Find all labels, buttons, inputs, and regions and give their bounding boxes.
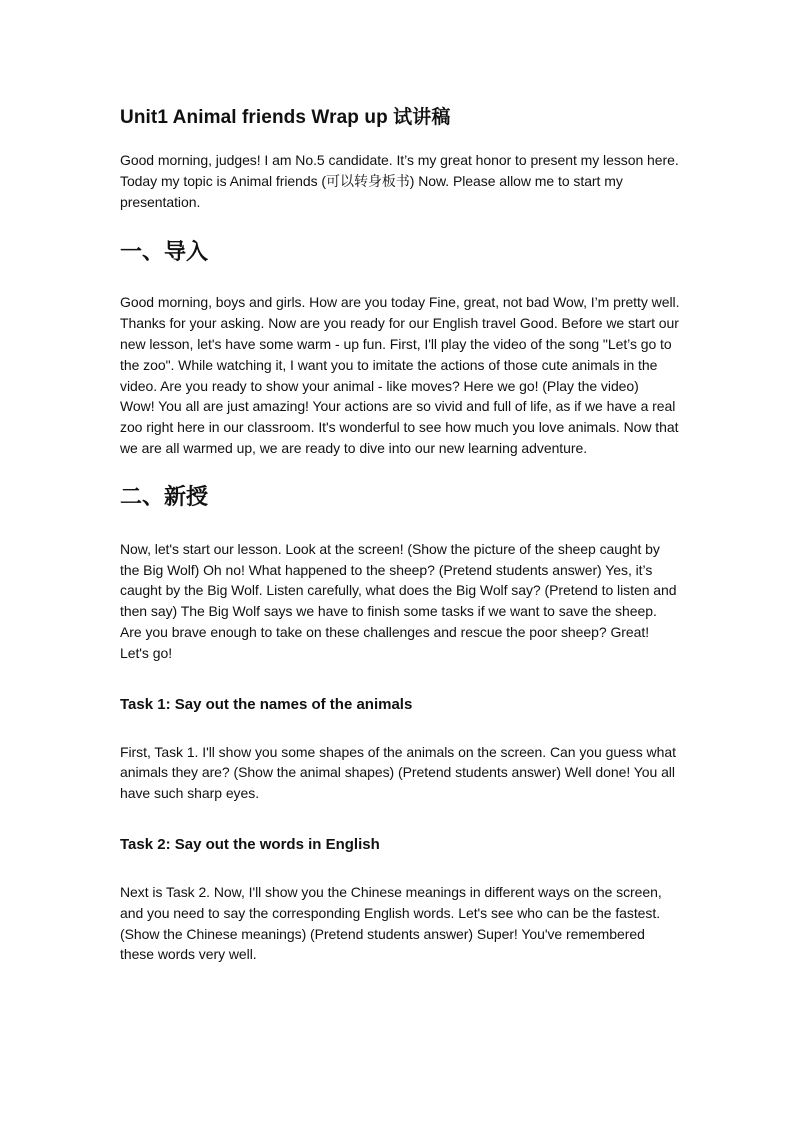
section-heading-lead-in: 一、导入 [120,240,209,266]
task-2-paragraph: Next is Task 2. Now, I'll show you the Chinese meanings in different ways on the screen, and you need to say the corresponding English words. Let's see who can be the fastest. (Show the Chinese meanings) (Pretend students answer) Super! You've remembered these words very well. [120,883,662,963]
document-page [120,104,680,965]
section-heading-new-teaching: 二、新授 [120,484,209,510]
task-2-heading: Task 2: Say out the words in English [120,835,380,853]
task-1-paragraph: First, Task 1. I'll show you some shapes of the animals on the screen. Can you guess what animals they are? (Show the animal shapes) (Pretend students answer) Well done! You all have such sharp eyes. [120,743,676,802]
lead-in-paragraph-1: Good morning, boys and girls. How are you today Fine, great, not bad Wow, I’m pretty well. Thanks for your asking. Now are you ready for our English travel Good. Before we start our new lesson, let's have some warm - up fun. First, I'll play the video of the song "Let’s go to the zoo". While watching it, I want you to imitate the actions of those cute animals in the video. Are you ready to show your animal - like moves? Here we go! (Play the video) [120,294,680,394]
task-1-heading: Task 1: Say out the names of the animals [120,695,413,713]
new-teaching-paragraph: Now, let's start our lesson. Look at the screen! (Show the picture of the sheep caught by the Big Wolf) Oh no! What happened to the sheep? (Pretend students answer) Yes, it’s caught by the Big Wolf. Listen carefully, what does the Big Wolf say? (Pretend to listen and then say) The Big Wolf says we have to finish some tasks if we want to save the sheep. Are you brave enough to take on these challenges and rescue the poor sheep? Great! Let's go! [120,540,677,661]
intro-paragraph: Good morning, judges! I am No.5 candidate. It’s my great honor to present my lesson here. Today my topic is Animal friends (可以转身板书) Now. Please allow me to start my presentation. [120,152,679,210]
lead-in-paragraph-2: Wow! You all are just amazing! Your actions are so vivid and full of life, as if we have a real zoo right here in our classroom. It's wonderful to see how much you love animals. Now that we are all warmed up, we are ready to dive into our new learning adventure. [120,398,679,456]
document-title: Unit1 Animal friends Wrap up 试讲稿 [120,107,451,128]
